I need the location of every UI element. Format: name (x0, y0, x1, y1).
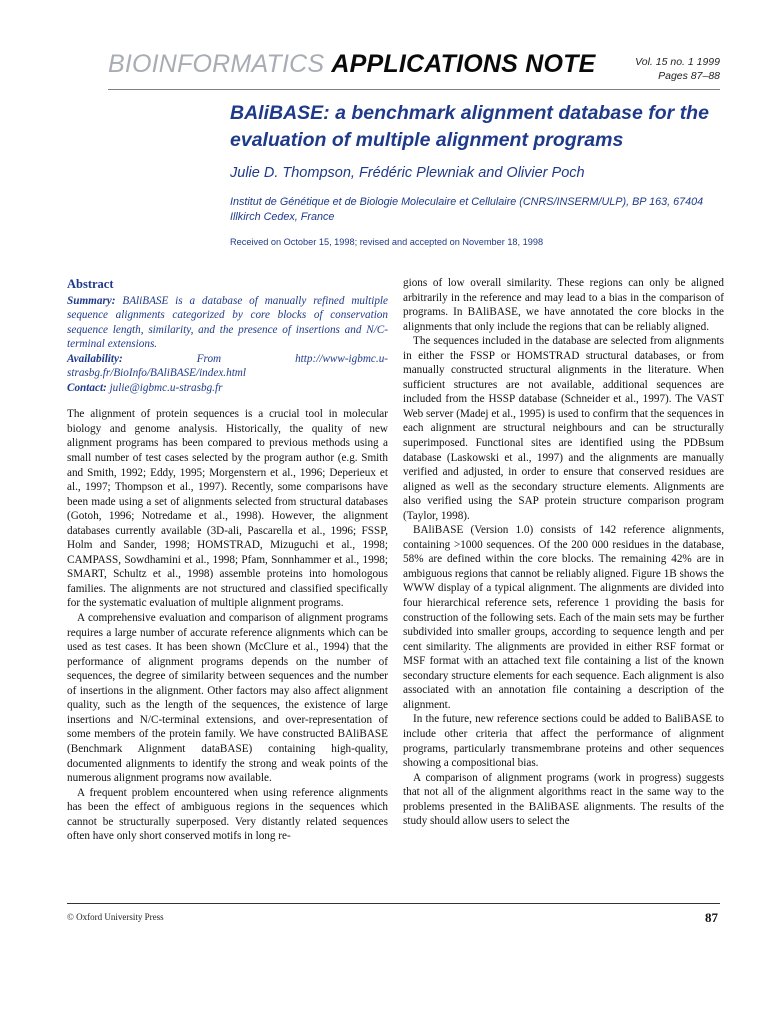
body-paragraph: BAliBASE (Version 1.0) consists of 142 reference alignments, containing >1000 sequences. Of the 200 000 residues in the database, 58% are defined within the core blocks. The remaining 42% are in ambiguous regions that cannot be reliably aligned. Figure 1B shows the WWW display of a typical alignment. The alignments are divided into four hierarchical reference sets, reference 1 providing the basis for construction of the following sets. Each of the main sets may be further subdivided into smaller groups, according to sequence length and per cent similarity. The alignments are provided in either RSF format or MSF format with an attached text file containing a list of the known secondary structure elements for each sequence. Each alignment is also associated with an annotation file containing a description of the alignment. (403, 524, 724, 711)
body-paragraph: A comprehensive evaluation and comparison of alignment programs requires a large number of accurate reference alignments which can be used as test cases. It has been shown (McClure et al., 1994) that the performance of alignment programs depends on the number of sequences, the degree of similarity between sequences and the number of insertions in the alignment. Other factors may also affect alignment quality, such as the length of the sequences, the existence of large insertions and N/C-terminal extensions, and over-representation of some members of the protein family. We have constructed BAliBASE (Benchmark Alignment dataBASE) containing high-quality, documented alignments to identify the strong and weak points of the numerous alignment programs now available. (67, 612, 388, 785)
left-column (67, 277, 388, 844)
summary-label: Summary: (67, 294, 116, 307)
availability-label: Availability: (67, 352, 123, 365)
body-paragraph: A comparison of alignment programs (work in progress) suggests that not all of the alignment algorithms react in the same way to the problems presented in the BAliBASE alignments. The results of the study should allow users to select the (403, 771, 724, 828)
header-rule (108, 89, 720, 90)
volume-info (635, 55, 720, 83)
body-paragraph: The alignment of protein sequences is a crucial tool in molecular biology and genome analysis. Historically, the quality of new alignment programs has been compared to previous methods using a small number of test cases selected by the program author (e.g. Smith and Smith, 1992; Eddy, 1995; Morgenstern et al., 1996; Deperieux et al., 1997; Thompson et al., 1997). Recently, some comparisons have been made using a set of alignments selected from structural databases (Gotoh, 1996; Notredame et al., 1998). However, the alignment databases currently available (3D-ali, Pascarella et al., 1996; FSSP, Holm and Sander, 1998; HOMSTRAD, Mizuguchi et al., 1998; CAMPASS, Sowdhamini et al., 1998; Pfam, Sonnhammer et al., 1998; SMART, Schultz et al., 1998) assemble proteins into homologous families. The alignments are not structured and classified specifically for the systematic evaluation of multiple alignment programs. (67, 408, 388, 610)
article-title: BAliBASE: a benchmark alignment database for the evaluation of multiple alignment programs (230, 102, 709, 151)
contact-label: Contact: (67, 381, 107, 394)
summary-text: BAliBASE is a database of manually refined multiple sequence alignments categorized by core blocks of conservation sequence length, similarity, and the presence of insertions and N/C-terminal extensions. (67, 294, 389, 351)
article-authors: Julie D. Thompson, Frédéric Plewniak and Olivier Poch (230, 165, 585, 181)
body-paragraph: A frequent problem encountered when using reference alignments has been the effect of ambiguous regions in the sequences which cannot be structurally superposed. Very distantly related sequences often have only short conserved motifs in long re- (67, 786, 388, 843)
contact-email[interactable]: julie@igbmc.u-strasbg.fr (109, 381, 223, 394)
journal-name-part1: BIOINFORMATICS (108, 50, 325, 78)
page-number: 87 (705, 910, 718, 925)
copyright-notice: © Oxford University Press (67, 912, 164, 922)
pages-line: Pages 87–88 (658, 70, 720, 82)
received-dates: Received on October 15, 1998; revised and accepted on November 18, 1998 (230, 237, 544, 247)
body-paragraph: The sequences included in the database are selected from alignments in either the FSSP or HOMSTRAD structural databases, or from manually constructed structural alignments in the literature. When sufficient structures are not available, additional sequences are included from the HSSP database (Schneider et al., 1997). The VAST Web server (Madej et al., 1995) is used to confirm that the sequences in each alignment are structural neighbours and can be structurally superimposed. Functional sites are identified using the PDBsum database (Laskowski et al., 1997) and the alignments are manually verified and adjusted, in order to ensure that conserved residues are aligned as well as the secondary structure elements. Alignments are also verified using the SAP protein structure comparison program (Taylor, 1998). (403, 335, 724, 522)
availability-link[interactable]: From http://www-igbmc.u-strasbg.fr/BioInfo/BAliBASE/index.html (67, 352, 389, 380)
footer-rule (67, 903, 720, 904)
abstract-heading: Abstract (67, 277, 114, 291)
author-affiliation: Institut de Génétique et de Biologie Moleculaire et Cellulaire (CNRS/INSERM/ULP), BP 163, 67404 Illkirch Cedex, France (230, 196, 704, 223)
journal-name (108, 50, 595, 79)
body-paragraph: gions of low overall similarity. These regions can only be aligned arbitrarily in the reference and may lead to a bias in the comparison of programs. In BAliBASE, we have annotated the core blocks in the alignments that only include the regions that can be reliably aligned. (403, 277, 724, 333)
abstract-body (67, 294, 388, 396)
right-column (403, 276, 724, 829)
volume-line: Vol. 15 no. 1 1999 (635, 56, 720, 68)
journal-name-part2: APPLICATIONS NOTE (331, 50, 596, 78)
body-paragraph: In the future, new reference sections could be added to BaliBASE to include other criteria that affect the performance of alignment programs, particularly transmembrane proteins and other sequences showing a compositional bias. (403, 713, 724, 770)
